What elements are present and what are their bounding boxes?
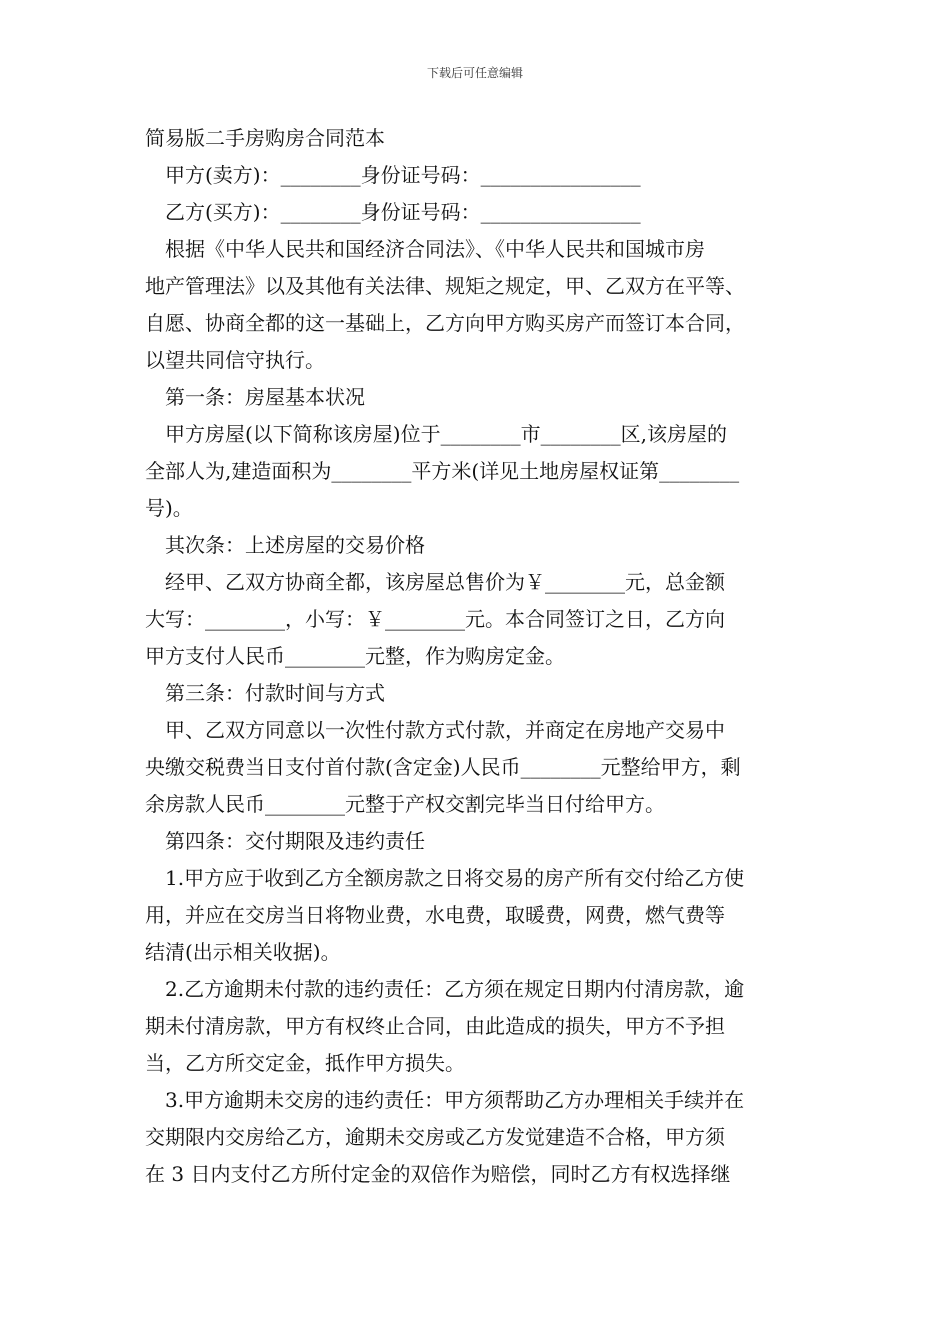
document-title: 简易版二手房购房合同范本	[145, 126, 385, 150]
page-header-note: 下载后可任意编辑	[426, 66, 523, 80]
document-line: 第三条：付款时间与方式	[165, 681, 385, 705]
document-line: 在 3 日内支付乙方所付定金的双倍作为赔偿，同时乙方有权选择继	[145, 1162, 731, 1186]
document-line: 自愿、协商全都的这一基础上，乙方向甲方购买房产而签订本合同，	[145, 311, 745, 335]
document-line: 1.甲方应于收到乙方全额房款之日将交易的房产所有交付给乙方使	[165, 866, 745, 890]
document-line: 结清(出示相关收据)。	[145, 940, 341, 964]
document-line: 甲方支付人民币________元整，作为购房定金。	[145, 644, 565, 668]
document-line: 根据《中华人民共和国经济合同法》、《中华人民共和国城市房	[165, 237, 705, 261]
document-line: 用，并应在交房当日将物业费，水电费，取暖费，网费，燃气费等	[145, 903, 725, 927]
document-line: 经甲、乙双方协商全都，该房屋总售价为￥________元，总金额	[165, 570, 725, 594]
document-line: 乙方(买方)：________身份证号码：________________	[165, 200, 641, 224]
document-line: 当，乙方所交定金，抵作甲方损失。	[145, 1051, 465, 1075]
document-line: 交期限内交房给乙方，逾期未交房或乙方发觉建造不合格，甲方须	[145, 1125, 725, 1149]
document-line: 全部人为,建造面积为________平方米(详见土地房屋权证第________	[145, 459, 740, 483]
document-line: 央缴交税费当日支付首付款(含定金)人民币________元整给甲方，剩	[145, 755, 741, 779]
document-lines	[145, 157, 810, 1193]
document-line: 大写：________，小写：￥________元。本合同签订之日，乙方向	[145, 607, 725, 631]
document-body	[145, 120, 810, 1193]
document-line: 期未付清房款，甲方有权终止合同，由此造成的损失，甲方不予担	[145, 1014, 725, 1038]
document-line: 2.乙方逾期未付款的违约责任：乙方须在规定日期内付清房款，逾	[165, 977, 745, 1001]
document-line: 甲方房屋(以下简称该房屋)位于________市________区,该房屋的	[165, 422, 727, 446]
document-line: 甲、乙双方同意以一次性付款方式付款，并商定在房地产交易中	[165, 718, 725, 742]
document-line: 3.甲方逾期未交房的违约责任：甲方须帮助乙方办理相关手续并在	[165, 1088, 745, 1112]
document-line: 余房款人民币________元整于产权交割完毕当日付给甲方。	[145, 792, 665, 816]
document-line: 以望共同信守执行。	[145, 348, 325, 372]
document-line: 第一条：房屋基本状况	[165, 385, 365, 409]
document-line: 第四条：交付期限及违约责任	[165, 829, 425, 853]
document-line: 其次条：上述房屋的交易价格	[165, 533, 425, 557]
document-line: 地产管理法》以及其他有关法律、规矩之规定，甲、乙双方在平等、	[145, 274, 745, 298]
document-line: 甲方(卖方)：________身份证号码：________________	[165, 163, 641, 187]
document-line: 号)。	[145, 496, 193, 520]
